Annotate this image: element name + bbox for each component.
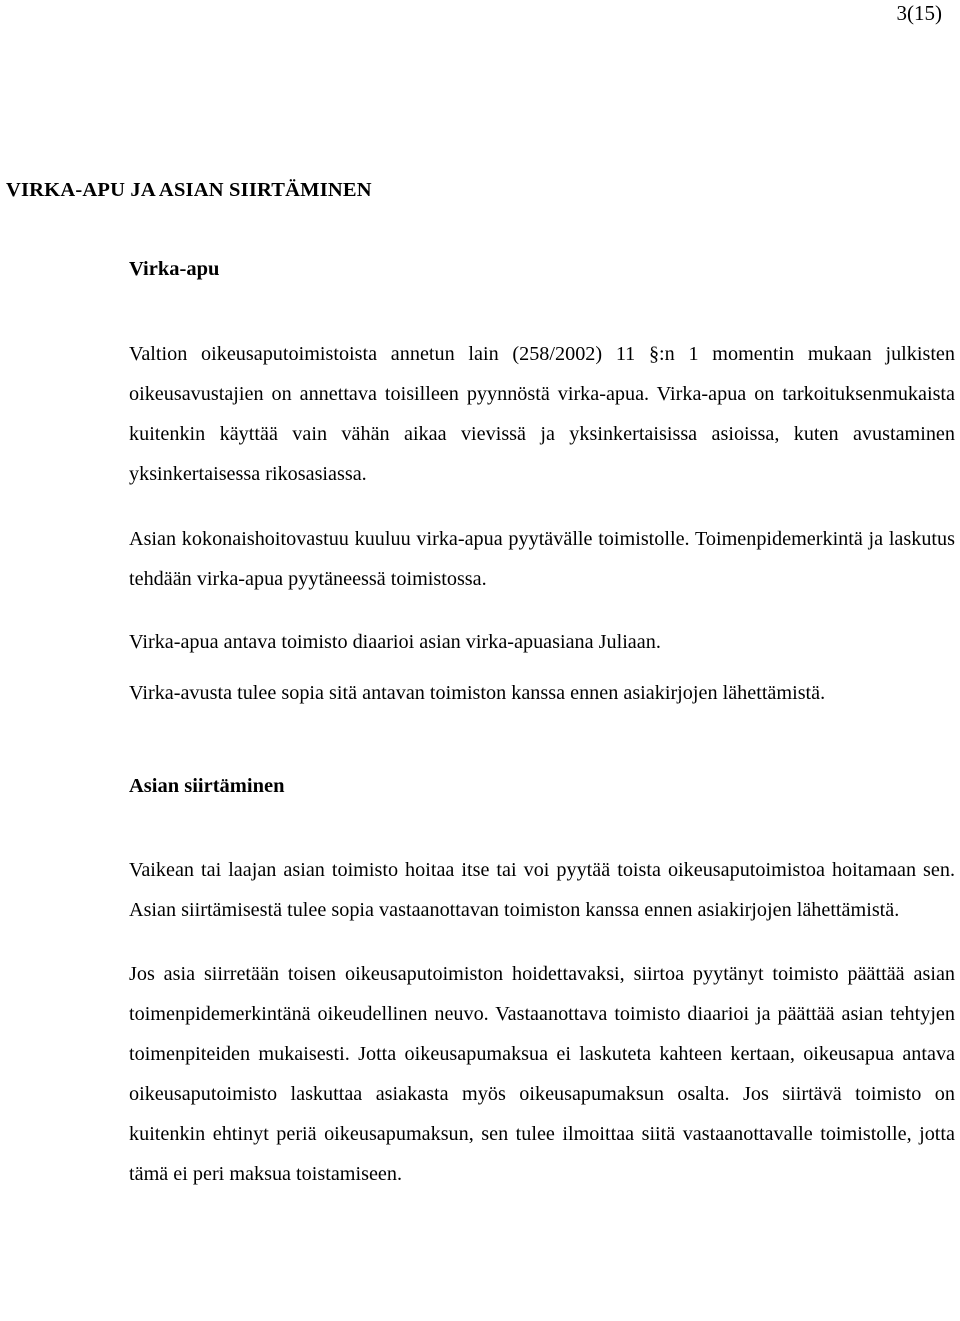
section-heading-virka-apu: Virka-apu: [129, 258, 220, 280]
paragraph-transfer-difficult-case: Vaikean tai laajan asian toimisto hoitaa itse tai voi pyytää toista oikeusaputoimistoa hoitamaan sen. Asian siirtämisestä tulee sopia vastaanottavan toimiston kanssa ennen asiakirjojen lähettämistä.: [129, 859, 955, 921]
paragraph-agreement-before-sending: Virka-avusta tulee sopia sitä antavan toimiston kanssa ennen asiakirjojen lähettämistä.: [129, 682, 826, 704]
section-heading-asian-siirtaminen: Asian siirtäminen: [129, 775, 285, 797]
paragraph-virka-apu-legal-basis: Valtion oikeusaputoimistoista annetun lain (258/2002) 11 §:n 1 momentin mukaan julkisten oikeusavustajien on annettava toisilleen pyynnöstä virka-apua. Virka-apua on tarkoituksenmukaista kuitenkin käyttää vain vähän aikaa vievissä ja yksinkertaisissa asioissa, kuten avustaminen yksinkertaisessa rikosasiassa.: [129, 343, 955, 485]
page-number: 3(15): [896, 1, 942, 25]
paragraph-diary-registration: Virka-apua antava toimisto diaarioi asian virka-apuasiana Juliaan.: [129, 631, 661, 653]
paragraph-overall-responsibility: Asian kokonaishoitovastuu kuuluu virka-apua pyytävälle toimistolle. Toimenpidemerkintä ja laskutus tehdään virka-apua pyytäneessä toimistossa.: [129, 528, 955, 590]
document-title: VIRKA-APU JA ASIAN SIIRTÄMINEN: [6, 179, 372, 201]
document-body: [129, 255, 955, 1194]
paragraph-transfer-procedure: Jos asia siirretään toisen oikeusaputoimiston hoidettavaksi, siirtoa pyytänyt toimisto päättää asian toimenpidemerkintänä oikeudellinen neuvo. Vastaanottava toimisto diaarioi ja päättää asian tehtyjen toimenpiteiden mukaisesti. Jotta oikeusapumaksua ei laskuteta kahteen kertaan, oikeusapua antava oikeusaputoimisto laskuttaa asiakasta myös oikeusapumaksun osalta. Jos siirtävä toimisto on kuitenkin ehtinyt periä oikeusapumaksun, sen tulee ilmoittaa siitä vastaanottavalle toimistolle, jotta tämä ei peri maksua toistamiseen.: [129, 963, 955, 1185]
